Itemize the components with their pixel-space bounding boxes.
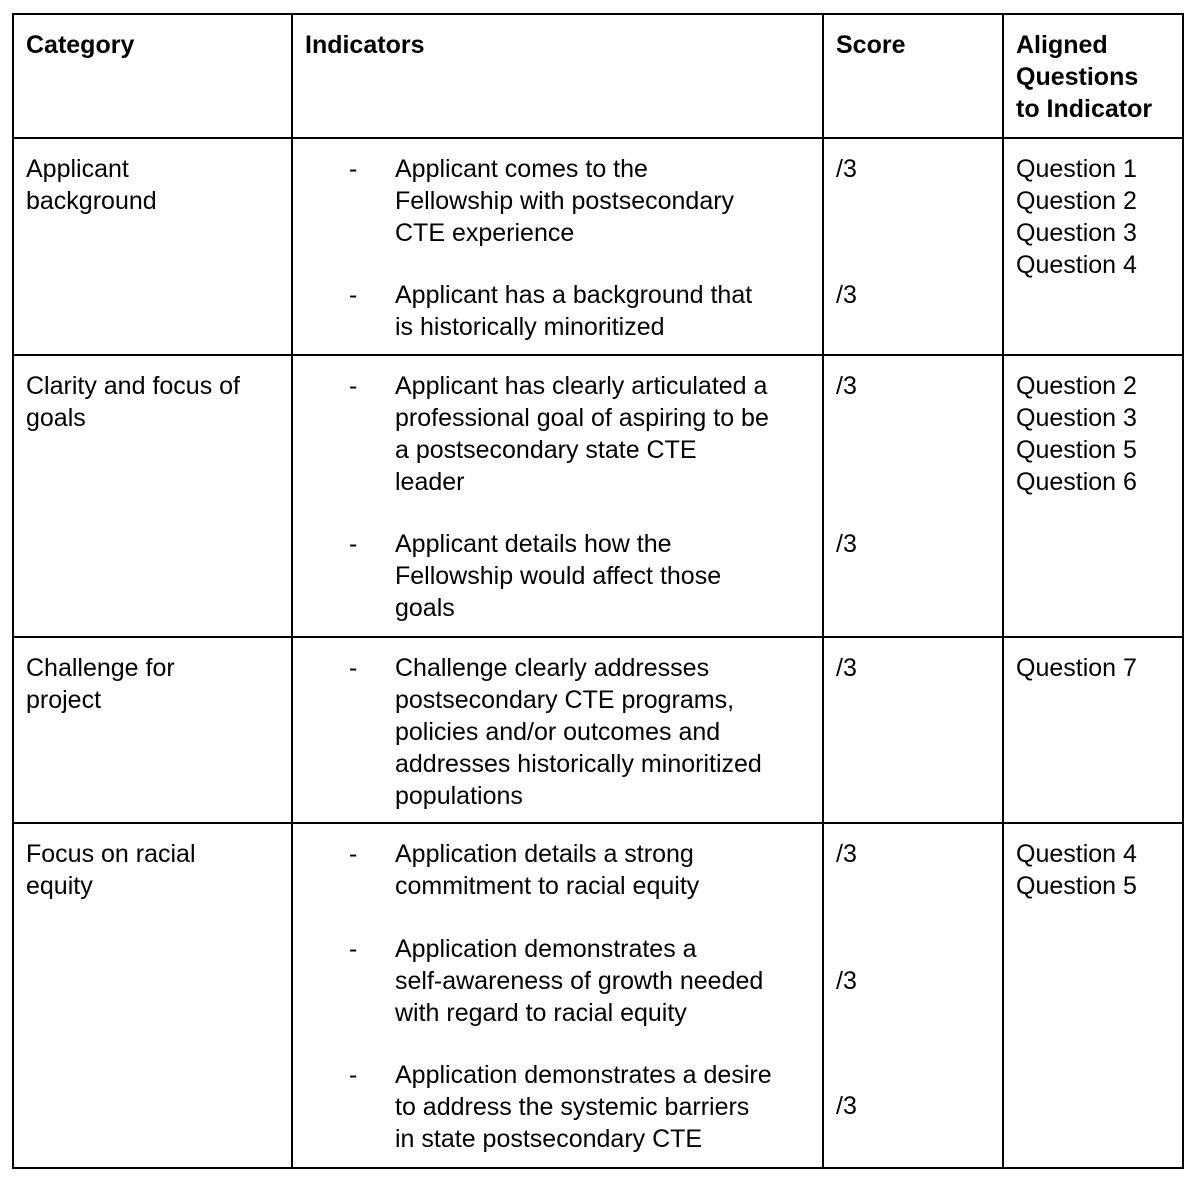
score-value: /3: [836, 967, 857, 995]
bullet-dash: -: [349, 155, 358, 183]
table-divider-1: [291, 13, 293, 1169]
header-score: Score: [836, 31, 906, 59]
table-divider-3: [1002, 13, 1004, 1169]
aligned-questions: [1016, 838, 1137, 902]
bullet-dash: -: [349, 372, 358, 400]
indicator-text: [395, 370, 820, 498]
question-ref: Question 7: [1016, 654, 1137, 682]
category-line: equity: [26, 872, 93, 900]
indicator-line: addresses historically minoritized: [395, 750, 762, 778]
category-line: Clarity and focus of: [26, 372, 240, 400]
indicator-line: a postsecondary state CTE: [395, 436, 697, 464]
category-line: goals: [26, 404, 86, 432]
table-divider-2: [822, 13, 824, 1169]
score-value: /3: [836, 372, 857, 400]
header-category: Category: [26, 31, 135, 59]
row-category: [26, 652, 175, 716]
indicator-line: with regard to racial equity: [395, 999, 687, 1027]
indicator-line: is historically minoritized: [395, 313, 665, 341]
indicator-line: professional goal of aspiring to be: [395, 404, 769, 432]
indicator-line: Application details a strong: [395, 840, 694, 868]
score-value: /3: [836, 155, 857, 183]
question-ref: Question 4: [1016, 840, 1137, 868]
table-border-left: [12, 13, 14, 1169]
indicator-line: Applicant has a background that: [395, 281, 753, 309]
indicator-line: in state postsecondary CTE: [395, 1125, 703, 1153]
bullet-dash: -: [349, 935, 358, 963]
header-aligned-line: Aligned: [1016, 31, 1108, 59]
indicator-line: self-awareness of growth needed: [395, 967, 764, 995]
question-ref: Question 2: [1016, 372, 1137, 400]
indicator-line: Fellowship with postsecondary: [395, 187, 735, 215]
question-ref: Question 2: [1016, 187, 1137, 215]
bullet-dash: -: [349, 530, 358, 558]
row-category: [26, 838, 196, 902]
aligned-questions: [1016, 652, 1137, 684]
category-line: Applicant: [26, 155, 129, 183]
table-border-bottom: [12, 1167, 1184, 1169]
score-value: /3: [836, 654, 857, 682]
category-line: background: [26, 187, 157, 215]
indicator-line: Applicant has clearly articulated a: [395, 372, 768, 400]
category-line: Challenge for: [26, 654, 175, 682]
indicator-text: [395, 153, 820, 249]
question-ref: Question 3: [1016, 404, 1137, 432]
indicator-line: commitment to racial equity: [395, 872, 700, 900]
indicator-line: CTE experience: [395, 219, 575, 247]
question-ref: Question 5: [1016, 436, 1137, 464]
indicator-line: to address the systemic barriers: [395, 1093, 750, 1121]
indicator-line: Challenge clearly addresses: [395, 654, 710, 682]
aligned-questions: [1016, 153, 1137, 281]
table-border-right: [1182, 13, 1184, 1169]
bullet-dash: -: [349, 654, 358, 682]
indicator-line: postsecondary CTE programs,: [395, 686, 735, 714]
category-line: Focus on racial: [26, 840, 196, 868]
bullet-dash: -: [349, 840, 358, 868]
indicator-text: [395, 528, 820, 624]
header-aligned-questions: [1016, 29, 1152, 125]
bullet-dash: -: [349, 281, 358, 309]
score-value: /3: [836, 840, 857, 868]
indicator-text: [395, 279, 820, 343]
header-aligned-line: to Indicator: [1016, 95, 1153, 123]
score-value: /3: [836, 530, 857, 558]
row-category: [26, 153, 157, 217]
indicator-line: Applicant comes to the: [395, 155, 648, 183]
row-divider-2: [12, 354, 1184, 356]
bullet-dash: -: [349, 1061, 358, 1089]
indicator-line: Application demonstrates a desire: [395, 1061, 772, 1089]
indicator-line: policies and/or outcomes and: [395, 718, 721, 746]
row-divider-4: [12, 822, 1184, 824]
indicator-text: [395, 933, 820, 1029]
indicator-text: [395, 1059, 820, 1155]
indicator-line: Application demonstrates a: [395, 935, 697, 963]
question-ref: Question 6: [1016, 468, 1137, 496]
score-value: /3: [836, 1092, 857, 1120]
row-divider-3: [12, 636, 1184, 638]
question-ref: Question 3: [1016, 219, 1137, 247]
row-category: [26, 370, 240, 434]
question-ref: Question 5: [1016, 872, 1137, 900]
indicator-line: leader: [395, 468, 465, 496]
score-value: /3: [836, 281, 857, 309]
indicator-line: goals: [395, 594, 455, 622]
question-ref: Question 4: [1016, 251, 1137, 279]
indicator-line: Applicant details how the: [395, 530, 672, 558]
question-ref: Question 1: [1016, 155, 1137, 183]
indicator-text: [395, 838, 820, 902]
indicator-line: populations: [395, 782, 523, 810]
header-indicators: Indicators: [305, 31, 425, 59]
table-border-top: [12, 13, 1184, 15]
aligned-questions: [1016, 370, 1137, 498]
row-divider-1: [12, 137, 1184, 139]
indicator-line: Fellowship would affect those: [395, 562, 722, 590]
indicator-text: [395, 652, 820, 812]
category-line: project: [26, 686, 102, 714]
header-aligned-line: Questions: [1016, 63, 1139, 91]
